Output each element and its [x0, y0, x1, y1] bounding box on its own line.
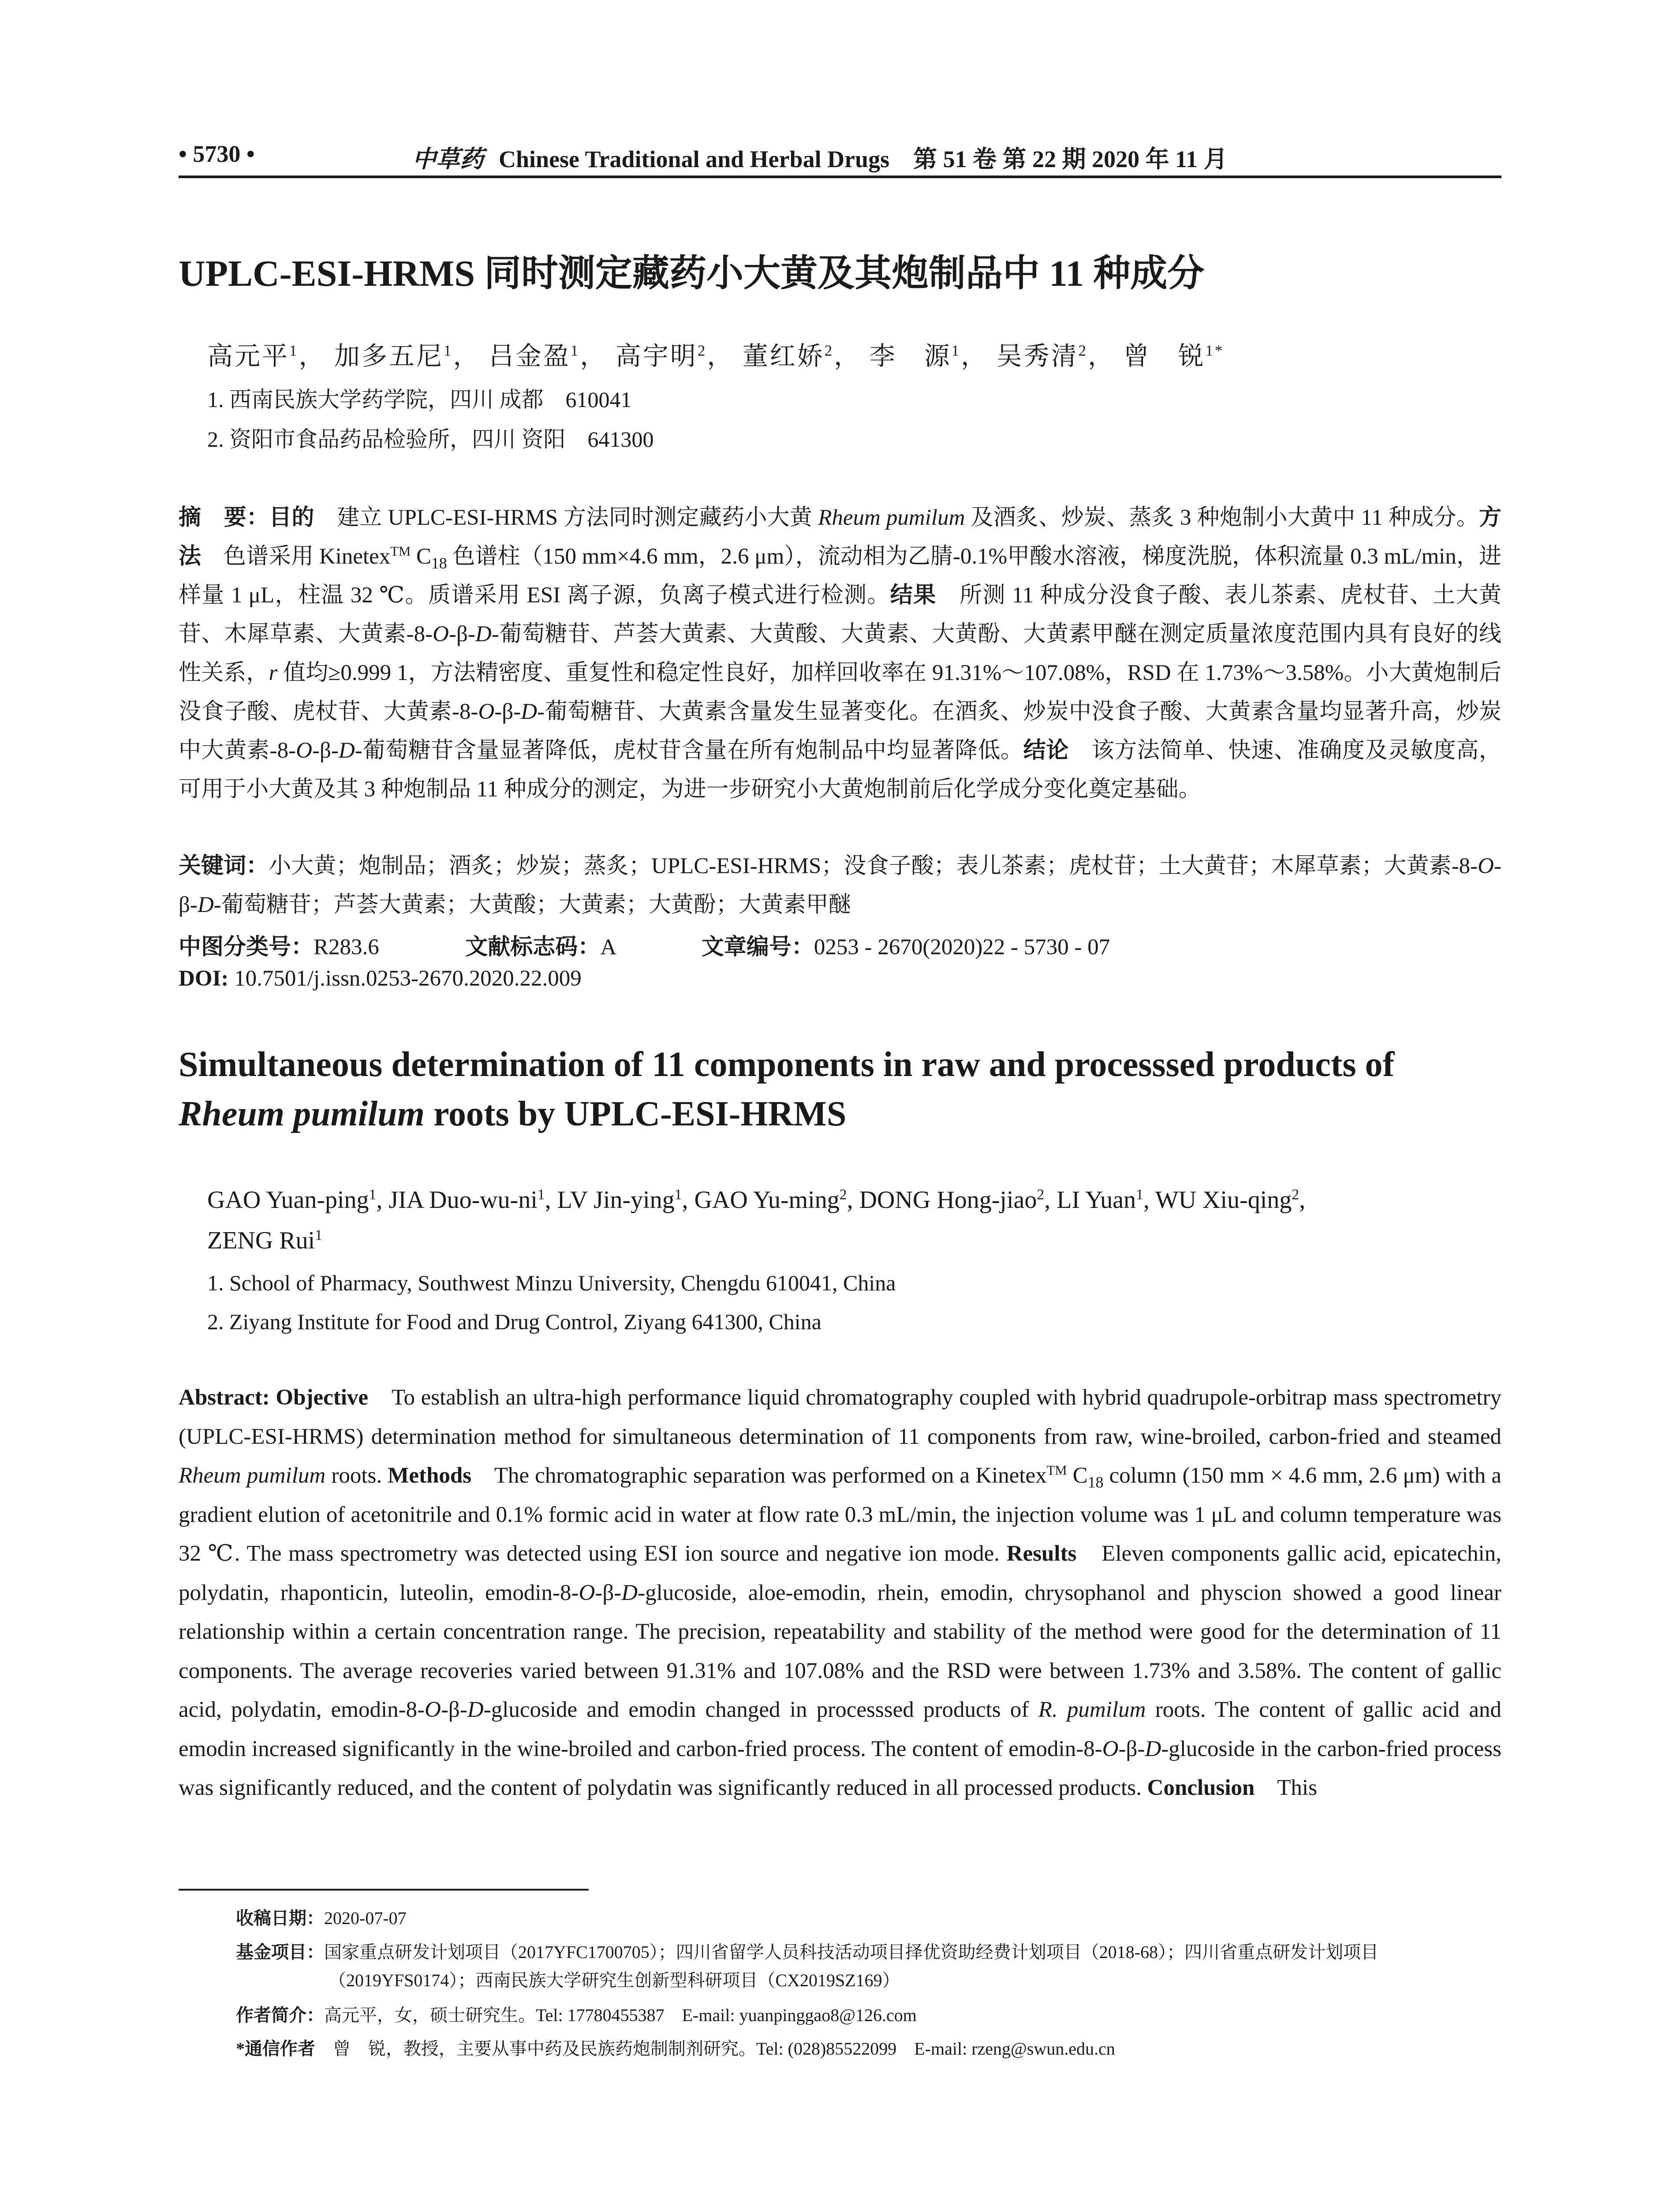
results-label: 结果	[890, 583, 937, 608]
methods-text: 色谱采用 Kinetex	[201, 544, 391, 569]
footnote-received	[236, 1904, 1501, 1932]
english-affiliation-1: 1. School of Pharmacy, Southwest Minzu University, Chengdu 610041, China	[207, 1271, 896, 1295]
received-date: 2020-07-07	[324, 1908, 407, 1928]
doi-label: DOI:	[179, 966, 229, 991]
results-text-5: -葡萄糖苷含量显著降低，虎杖苷含量在所有炮制品中均显著降低。	[355, 738, 1023, 763]
journal-logo: 中草药	[412, 146, 484, 172]
conclusion-text: This	[1254, 1775, 1318, 1800]
author-name: LI Yuan	[1057, 1186, 1136, 1214]
species-name: Rheum pumilum	[818, 505, 965, 530]
chem-o: O	[478, 699, 495, 724]
english-abstract	[179, 1378, 1501, 1808]
methods-label: 方法	[179, 505, 1501, 569]
chem-o: O	[1478, 854, 1494, 878]
author-name: 吕金盈	[488, 342, 571, 370]
author-name: 高宇明	[615, 342, 698, 370]
classification-line	[179, 928, 1501, 961]
objective-text-cont: 及酒炙、炒炭、蒸炙 3 种炮制小大黄中 11 种成分。	[965, 505, 1479, 530]
chem-beta: -β-	[441, 1697, 467, 1722]
author-aff: 1	[674, 1186, 682, 1203]
author-name: ZENG Rui	[207, 1227, 315, 1254]
author-aff: 2	[824, 342, 834, 359]
chem-beta: -β-	[448, 622, 475, 647]
objective-text: To establish an ultra-high performance liquid chromatography coupled with hybrid quadrupole-orbitrap mass spectrometry (UPLC-ESI-HRMS) determination method for simultaneous determination of 11 components from raw, wine-broiled, carbon-fried and steamed	[179, 1385, 1501, 1449]
author-name: 高元平	[207, 342, 290, 370]
c18-sub: 18	[1087, 1473, 1104, 1491]
footnote-bio	[236, 2001, 1501, 2029]
author-sep: ,	[1044, 1186, 1057, 1214]
fund-label: 基金项目：	[236, 1942, 324, 1962]
chem-d: D	[621, 1580, 638, 1605]
footnote-corresponding	[236, 2035, 1501, 2063]
author-sep: ,	[682, 1186, 694, 1214]
chem-o: O	[1102, 1736, 1119, 1761]
footnote-fund	[236, 1938, 1501, 1995]
c18-c: C	[411, 544, 431, 569]
results-text-3: 值均≥0.999 1，方法精密度、重复性和稳定性良好，加样回收率在 91.31%～107.08%，RSD 在 1.73%～3.58%。小大黄炮制后没食子酸、虎杖苷、大黄素-8-	[179, 661, 1501, 724]
chem-beta: -β-	[595, 1580, 622, 1605]
received-label: 收稿日期：	[236, 1908, 324, 1928]
methods-text-cont: column (150 mm × 4.6 mm, 2.6 μm) with a gradient elution of acetonitrile and 0.1% formic acid in water at flow rate 0.3 mL/min, the injection volume was 1 μL and column temperature was 32 ℃. The mass spectrometry was detected using ESI ion source and negative ion mode.	[179, 1463, 1502, 1566]
author-sep: ,	[376, 1186, 389, 1214]
chem-d: D	[1145, 1736, 1161, 1761]
author-name: 董红娇	[742, 342, 825, 370]
issue-info: 第 51 卷 第 22 期 2020 年 11 月	[913, 146, 1228, 172]
keywords-label: 关键词：	[179, 854, 269, 878]
corresponding-text: 曾 锐，教授，主要从事中药及民族药炮制制剂研究。Tel: (028)85522099 E-mail: rzeng@swun.edu.cn	[315, 2039, 1115, 2059]
author-aff: 2	[1078, 342, 1088, 359]
objective-label: 目的	[269, 505, 314, 530]
author-sep: ,	[1299, 1186, 1306, 1214]
chem-o: O	[433, 622, 449, 647]
author-aff: 2	[839, 1186, 847, 1203]
keywords-text-cont: -葡萄糖苷；芦荟大黄素；大黄酸；大黄素；大黄酚；大黄素甲醚	[213, 893, 851, 917]
journal-name: Chinese Traditional and Herbal Drugs	[499, 146, 890, 172]
c18-sub: 18	[431, 554, 447, 572]
objective-text: 建立 UPLC-ESI-HRMS 方法同时测定藏药小大黄	[314, 505, 818, 530]
keywords-text: 小大黄；炮制品；酒炙；炒炭；蒸炙；UPLC-ESI-HRMS；没食子酸；表儿茶素；虎杖苷；土大黄苷；木犀草素；大黄素-8-	[269, 854, 1478, 878]
corresponding-label: *通信作者	[236, 2039, 315, 2059]
author-name: GAO Yu-ming	[694, 1186, 840, 1214]
chinese-affiliation-1: 1. 西南民族大学药学院，四川 成都 610041	[207, 387, 632, 412]
chinese-authors: 高元平$^1$， 加多五尼$^1$， 吕金盈$^1$， 高宇明$^2$， 董红娇$^2$， 李 源$^1$， 吴秀清$^2$， 曾 锐$^{1*}$	[207, 342, 1225, 370]
bio-text: 高元平，女，硕士研究生。Tel: 17780455387 E-mail: yuanpinggao8@126.com	[324, 2005, 917, 2025]
chinese-affiliation-2: 2. 资阳市食品药品检验所，四川 资阳 641300	[207, 427, 654, 452]
trademark: TM	[390, 544, 411, 559]
author-name: LV Jin-ying	[557, 1186, 675, 1214]
author-aff: 1*	[1205, 342, 1225, 359]
chem-d: D	[197, 893, 214, 917]
results-text-5: -glucoside in the carbon-fried process was significantly reduced, and the content of polydatin was significantly reduced in all processed products.	[179, 1736, 1501, 1800]
methods-text: The chromatographic separation was performed on a Kinetex	[471, 1463, 1047, 1488]
author-sep: ,	[545, 1186, 557, 1214]
author-sep: ,	[847, 1186, 859, 1214]
doc-code-value: A	[600, 935, 616, 960]
author-aff: 1	[289, 342, 299, 359]
author-name: GAO Yuan-ping	[207, 1186, 369, 1214]
author-aff: 1	[951, 342, 961, 359]
author-aff: 1	[369, 1186, 377, 1203]
chem-beta: -β-	[179, 854, 1501, 917]
results-label: Results	[1006, 1541, 1077, 1566]
author-name: 吴秀清	[996, 342, 1079, 370]
results-text-2: -葡萄糖苷、芦荟大黄素、大黄酸、大黄素、大黄酚、大黄素甲醚在测定质量浓度范围内具有良好的线性关系，	[179, 622, 1501, 685]
english-title	[179, 1040, 1501, 1139]
chem-beta: -β-	[312, 738, 339, 763]
doi-line	[179, 966, 1501, 991]
conclusion-label: Conclusion	[1147, 1775, 1255, 1800]
chem-beta: -β-	[1118, 1736, 1145, 1761]
chem-o: O	[296, 738, 312, 763]
footnote-rule	[179, 1889, 589, 1891]
article-number-label: 文章编号：	[701, 935, 814, 960]
english-title-text: Simultaneous determination of 11 components in raw and processsed products of	[179, 1045, 1395, 1084]
author-aff: 1	[1136, 1186, 1143, 1203]
english-authors	[207, 1180, 1501, 1261]
fund-text: 国家重点研发计划项目（2017YFC1700705）；四川省留学人员科技活动项目择优资助经费计划项目（2018-68）；四川省重点研发计划项目（2019YFS0174）；西南民族大学研究生创新型科研项目（CX2019SZ169）	[324, 1942, 1379, 1990]
doc-code-label: 文献标志码：	[465, 935, 601, 960]
journal-info	[412, 140, 1228, 174]
author-name: 曾 锐	[1123, 342, 1206, 370]
methods-text-cont: 色谱柱（150 mm×4.6 mm，2.6 μm），流动相为乙腈-0.1%甲酸水溶液，梯度洗脱，体积流量 0.3 mL/min，进样量 1 μL，柱温 32 ℃。质谱采用 ESI 离子源，负离子模式进行检测。	[179, 544, 1501, 608]
chem-d: D	[521, 699, 538, 724]
bio-label: 作者简介：	[236, 2005, 324, 2025]
clc-value: R283.6	[314, 935, 379, 960]
trademark: TM	[1046, 1463, 1067, 1478]
author-aff: 1	[315, 1227, 323, 1244]
chem-d: D	[475, 622, 492, 647]
chem-d: D	[338, 738, 355, 763]
chem-beta: -β-	[494, 699, 521, 724]
running-header	[179, 140, 1501, 176]
results-text-4: -葡萄糖苷、大黄素含量发生显著变化。在酒炙、炒炭中没食子酸、大黄素含量均显著升高，炒炭中大黄素-8-	[179, 699, 1501, 763]
species-name: Rheum pumilum	[179, 1463, 326, 1488]
author-name: DONG Hong-jiao	[859, 1186, 1037, 1214]
header-rule	[179, 176, 1501, 178]
english-title-species: Rheum pumilum	[179, 1095, 425, 1133]
author-name: 李 源	[869, 342, 952, 370]
author-sep: ,	[1143, 1186, 1155, 1214]
article-number-value: 0253 - 2670(2020)22 - 5730 - 07	[814, 935, 1110, 960]
author-name: JIA Duo-wu-ni	[388, 1186, 538, 1214]
english-affiliation-2: 2. Ziyang Institute for Food and Drug Control, Ziyang 641300, China	[207, 1309, 821, 1334]
author-aff: 1	[570, 342, 580, 359]
methods-label: Methods	[388, 1463, 472, 1488]
objective-end: roots.	[325, 1463, 388, 1488]
abstract-label: 摘 要：	[179, 505, 269, 530]
chem-d: D	[467, 1697, 484, 1722]
author-name: 加多五尼	[334, 342, 444, 370]
species-name-abbr: R. pumilum	[1038, 1697, 1146, 1722]
chinese-abstract	[179, 498, 1501, 809]
author-aff: 1	[443, 342, 453, 359]
author-aff: 2	[1292, 1186, 1299, 1203]
chinese-keywords	[179, 847, 1501, 924]
doi-value: 10.7501/j.issn.0253-2670.2020.22.009	[228, 966, 582, 991]
page-number: • 5730 •	[179, 141, 255, 167]
author-aff: 1	[537, 1186, 545, 1203]
author-aff: 2	[1037, 1186, 1045, 1203]
abstract-objective-label: Abstract: Objective	[179, 1385, 369, 1410]
chem-o: O	[579, 1580, 595, 1605]
r-symbol: r	[269, 661, 278, 685]
chem-o: O	[425, 1697, 441, 1722]
conclusion-text: 该方法简单、快速、准确度及灵敏度高，可用于小大黄及其 3 种炮制品 11 种成分的测定，为进一步研究小大黄炮制前后化学成分变化奠定基础。	[179, 738, 1501, 802]
author-aff: 2	[697, 342, 707, 359]
results-text: Eleven components gallic acid, epicatechin, polydatin, rhaponticin, luteolin, emodin-8-	[179, 1541, 1502, 1605]
results-text-3: -glucoside and emodin changed in processsed products of	[483, 1697, 1038, 1722]
results-text-2: -glucoside, aloe-emodin, rhein, emodin, chrysophanol and physcion showed a good linear relationship within a certain concentration range. The precision, repeatability and stability of the method were good for the determination of 11 components. The average recoveries varied between 91.31% and 107.08% and the RSD were between 1.73% and 3.58%. The content of gallic acid, polydatin, emodin-8-	[179, 1580, 1501, 1722]
clc-label: 中图分类号：	[179, 935, 314, 960]
conclusion-label: 结论	[1023, 738, 1069, 763]
results-text-4: roots. The content of gallic acid and emodin increased significantly in the wine-broiled and carbon-fried process. The content of emodin-8-	[179, 1697, 1502, 1761]
chinese-title: UPLC-ESI-HRMS 同时测定藏药小大黄及其炮制品中 11 种成分	[179, 253, 1205, 294]
c18-c: C	[1067, 1463, 1088, 1488]
english-title-text-cont: roots by UPLC-ESI-HRMS	[424, 1095, 847, 1133]
results-text: 所测 11 种成分没食子酸、表儿茶素、虎杖苷、土大黄苷、木犀草素、大黄素-8-	[179, 583, 1501, 647]
author-name: WU Xiu-qing	[1155, 1186, 1292, 1214]
